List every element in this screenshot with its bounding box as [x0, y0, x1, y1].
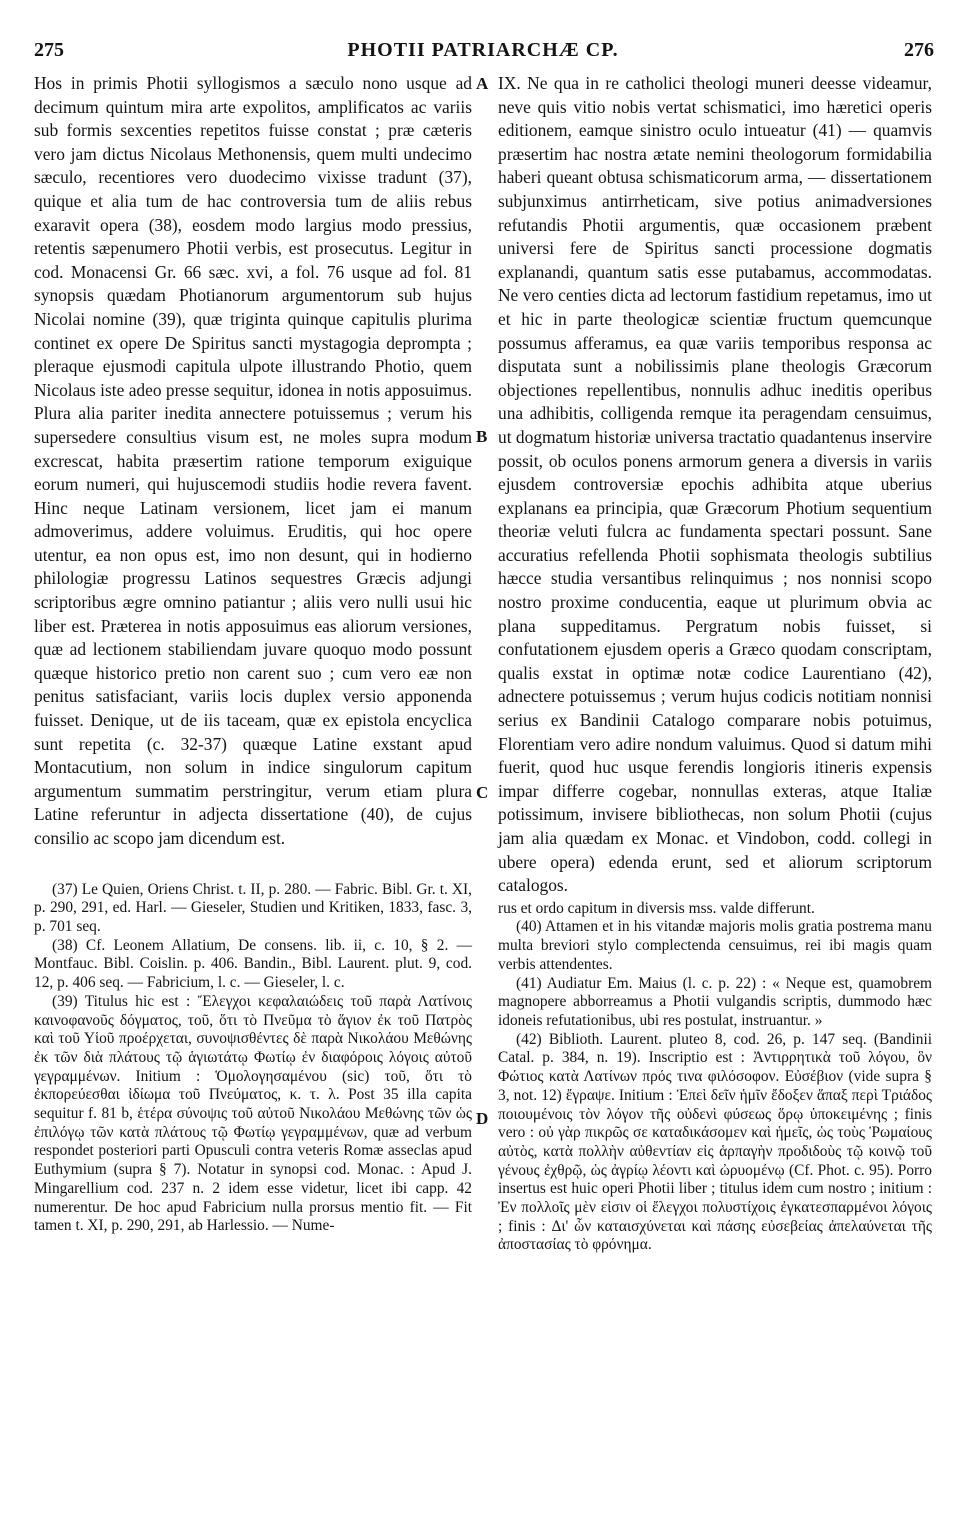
footnote-41: (41) Audiatur Em. Maius (l. c. p. 22) : « Neque est, quamobrem magnopere abborreamus a Photii vulgandis scriptis, dummodo hæc idoneis refutationibus, ubi res postulat, instruantur. »: [498, 974, 932, 1029]
footnote-37: (37) Le Quien, Oriens Christ. t. II, p. 280. — Fabric. Bibl. Gr. t. XI, p. 290, 291, ed. Harl. — Gieseler, Studien und Kritiken, 1833, fasc. 3, p. 701 seq.: [34, 880, 472, 935]
right-column: [498, 72, 932, 1255]
left-footnotes: [34, 881, 472, 1236]
footnote-38: (38) Cf. Leonem Allatium, De consens. lib. ii, c. 10, § 2. — Montfauc. Bibl. Coislin. p. 406. Bandin., Bibl. Laurent. plut. 9, cod. 12, p. 406 seq. — Fabricium, l. c. — Gieseler, l. c.: [34, 936, 472, 992]
margin-letter-c: C: [476, 783, 489, 802]
left-main-text: [34, 72, 472, 851]
running-title: PHOTII PATRIARCHÆ CP.: [347, 39, 619, 61]
left-paragraph: Hos in primis Photii syllogismos a sæculo nono usque ad decimum quintum mira arte expolitos, amplificatos ac variis sub formis sexcenties repetitos fuisse constat ; præ cæteris vero jam dictus Nicolaus Methonensis, quem multi undecimo sæculo, recentiores vero duodecimo vixisse tradunt (37), quique et alia tum de hac controversia tum de aliis rebus exaravit opera (38), eosdem modo largius modo pressius, retentis sæpenumero Photii verbis, est prosecutus. Legitur in cod. Monacensi Gr. 66 sæc. xvi, a fol. 76 usque ad fol. 81 synopsis quædam Photianorum argumentorum sub hujus Nicolai nomine (39), quæ triginta quinque capitulis plurima continet ex opere De Spiritus sancti mystagogia deprompta ; pleraque ejusmodi capitula ulpote illustrando Photio, quem Nicolaus iste adeo presse sequitur, idonea in notis apposuimus. Plura alia pariter inedita annectere potuissemus ; verum his supersedere consultius visum est, ne moles supra modum excrescat, habita præsertim ratione temporum exiguique eorum numeri, qui hujuscemodi studiis hodie revera favent. Hinc neque Latinam versionem, licet jam ei manum admoverimus, addere voluimus. Eruditis, qui hoc opere utentur, ea non opus est, imo non desunt, qui in hodierno philologiæ progressu Latinos sequestres Græcis adjungi scriptoribus ægre omnino patiantur ; aliis vero nulli usui hic liber est. Præterea in notis apposuimus eas aliorum versiones, quæ ad lectionem stabiliendam juvare quoquo modo possunt quæque historico pretio non carent suo ; cum vero eæ non penitus satisfaciant, variis locis duplex versio apponenda fuisset. Denique, ut de iis taceam, quæ ex epistola encyclica sunt repetita (c. 32-37) quæque Latine exstant apud Montacutium, non solum in indice singulorum capitum argumentum summatim perstringitur, verum etiam plura Latine referuntur in adjecta dissertatione (40), de cujus consilio ac scopo jam dicendum est.: [34, 73, 472, 848]
right-main-text: [498, 72, 932, 898]
margin-letter-d: D: [476, 1109, 489, 1128]
footnote-40: (40) Attamen et in his vitandæ majoris molis gratia postrema manu multa breviori stylo complectenda censuimus, rei ibi magis quam verbis attendentes.: [498, 918, 932, 973]
footnote-42: (42) Biblioth. Laurent. pluteo 8, cod. 26, p. 147 seq. (Bandinii Catal. p. 384, n. 19). Inscriptio est : Ἀντιρρητικὰ τοῦ λόγου, ὃν Φώτιος κατὰ Λατίνων πρός τινα φιλόσοφον. Εὐσέβιον (vide supra § 3, not. 12) ἔγραψε. Initium : Ἐπεὶ δεῖν ἡμῖν ἔδοξεν ἅπαξ περὶ Τριάδος ποιουμένοις τὸν λόγον τῆς οὐδενὶ φύσεως ὅρῳ ὑποκειμένης ; finis vero : οὐ γὰρ πικρῶς σε καταδικάσομεν καὶ ἡμεῖς, ὡς τοὺς Ῥωμαίους αὐτὸς, κατὰ πολλὴν αὐθεντίαν εἰς ἁρπαγὴν προδιδοὺς τῷ κοινῷ τοῦ γένους ἐχθρῷ, ὡς ἀγρίῳ λέοντι καὶ ὠρυομένῳ (Cf. Phot. c. 95). Porro insertus est huic operi Photii liber ; titulus idem cum nostro ; initium : Ἐν πολλοῖς μὲν εἰσιν οἱ ἔλεγχοι πολυστίχοις ἐγκατεσπαρμένοι λόγοις ; finis : Δι' ὧν καταισχύνεται καὶ πάσης εὐσεβείας ἀπελαύνεται τῆς ἀποστασίας τὸ φρόνημα.: [498, 1030, 932, 1254]
right-paragraph: IX. Ne qua in re catholici theologi muneri deesse videamur, neve quis vitio nobis vertat schismatici, imo hæretici operis editionem, eamque sinistro oculo intueatur (41) — quamvis præsertim hac nostra ætate nemini theologorum formidabilia haberi queant obtusa schismaticorum arma, — dissertationem subjunximus antirrheticam, sive potius animadversiones refutandis Photii argumentis, quæ occasionem præbent universi fere de Spiritus sancti processione dogmatis explanandi, quantum satis esse putabamus, accommodatas. Ne vero centies dicta ad lectorum fastidium repetamus, imo ut et hic in parte theologicæ scientiæ fructum quemcunque possumus afferamus, ea quæ variis temporibus responsa ac disputata sunt a nobilissimis plane theologis Græcorum objectiones repellentibus, nonnulis adhuc ineditis operibus una adhibitis, colligenda remque ita peragendam censuimus, ut dogmatum historiæ universa tractatio quadantenus inservire possit, ob oculos ponens armorum genera a diversis in variis ejusdem controversiæ epochis adhibita atque uberius explanans ea principia, quæ Græcorum Photium sequentium theoriæ veluti fulcra ac fundamenta spectari possunt. Sane accuratius refellenda Photii sophismata theologis subtilius hæcce studia versantibus relinquimus ; nos nonnisi scopo nostro proxime conducentia, eaque ut plurimum obvia ac plana suppeditamus. Pergratum nobis fuisset, si confutationem ejusdem operis a Græco quodam conscriptam, qualis exstat in optimæ notæ codice Laurentiano (42), adnectere potuissemus ; verum hujus codicis notitiam nonnisi serius ex Bandinii Catalogo comparare nobis potuimus, Florentiam vero adire nondum valuimus. Quod si datum mihi fuerit, quod huc usque ferendis longioris itineris expensis impar differre cogebar, nonnullas exteras, atque Italiæ potissimum, invisere bibliothecas, non solum Photii (cujus jam alia quædam ex Monac. et Vindobon, codd. collegi in ubere opera) edenda erunt, sed et aliorum scriptorum catalogos.: [498, 73, 932, 896]
right-footnotes: [498, 900, 932, 1255]
margin-letter-a: A: [476, 74, 489, 93]
margin-letter-b: B: [476, 427, 488, 446]
page-number-left: 275: [34, 39, 64, 61]
footnote-39-continued: rus et ordo capitum in diversis mss. valde differunt.: [498, 899, 815, 917]
page-number-right: 276: [904, 39, 934, 61]
footnote-39: (39) Titulus hic est : Ἔλεγχοι κεφαλαιώδεις τοῦ παρὰ Λατίνοις καινοφανοῦς δόγματος, τοῦ, ὅτι τὸ Πνεῦμα τὸ ἅγιον ἐκ τοῦ Πατρὸς καὶ τοῦ Υἱοῦ προέρχεται, συνοψισθέντες δὲ παρὰ Νικολάου Μεθώνης ἐκ τῶν διὰ πλάτους τῷ ἁγιωτάτῳ Φωτίῳ ἐν διαφόροις λόγοις αὐτοῦ γεγραμμένων. Initium : Ὁμολογησαμένου (sic) τοῦ, ὅτι τὸ ἐκπορεύεσθαι ἰδίωμα τοῦ Πνεύματος, κ. τ. λ. Post 35 illa capita sequitur f. 81 b, ἑτέρα σύνοψις τοῦ αὐτοῦ Νικολάου Μεθώνης τῶν ὡς ἐπιλόγῳ τῶν κατὰ πλάτους τῷ Φωτίῳ γεγραμμένων, quæ ad verbum respondet posteriori parti Opusculi contra veteris Romæ asseclas apud Euthymium (supra § 7). Notatur in synopsi cod. Monac. : Apud J. Mingarellium cod. 237 n. 2 idem esse videtur, licet ibi capp. 42 numerentur. De hoc apud Fabricium nulla prorsus mentio fit. — Fit tamen t. XI, p. 290, 291, ab Harlessio. — Nume-: [34, 992, 472, 1235]
left-column: [34, 72, 472, 1236]
